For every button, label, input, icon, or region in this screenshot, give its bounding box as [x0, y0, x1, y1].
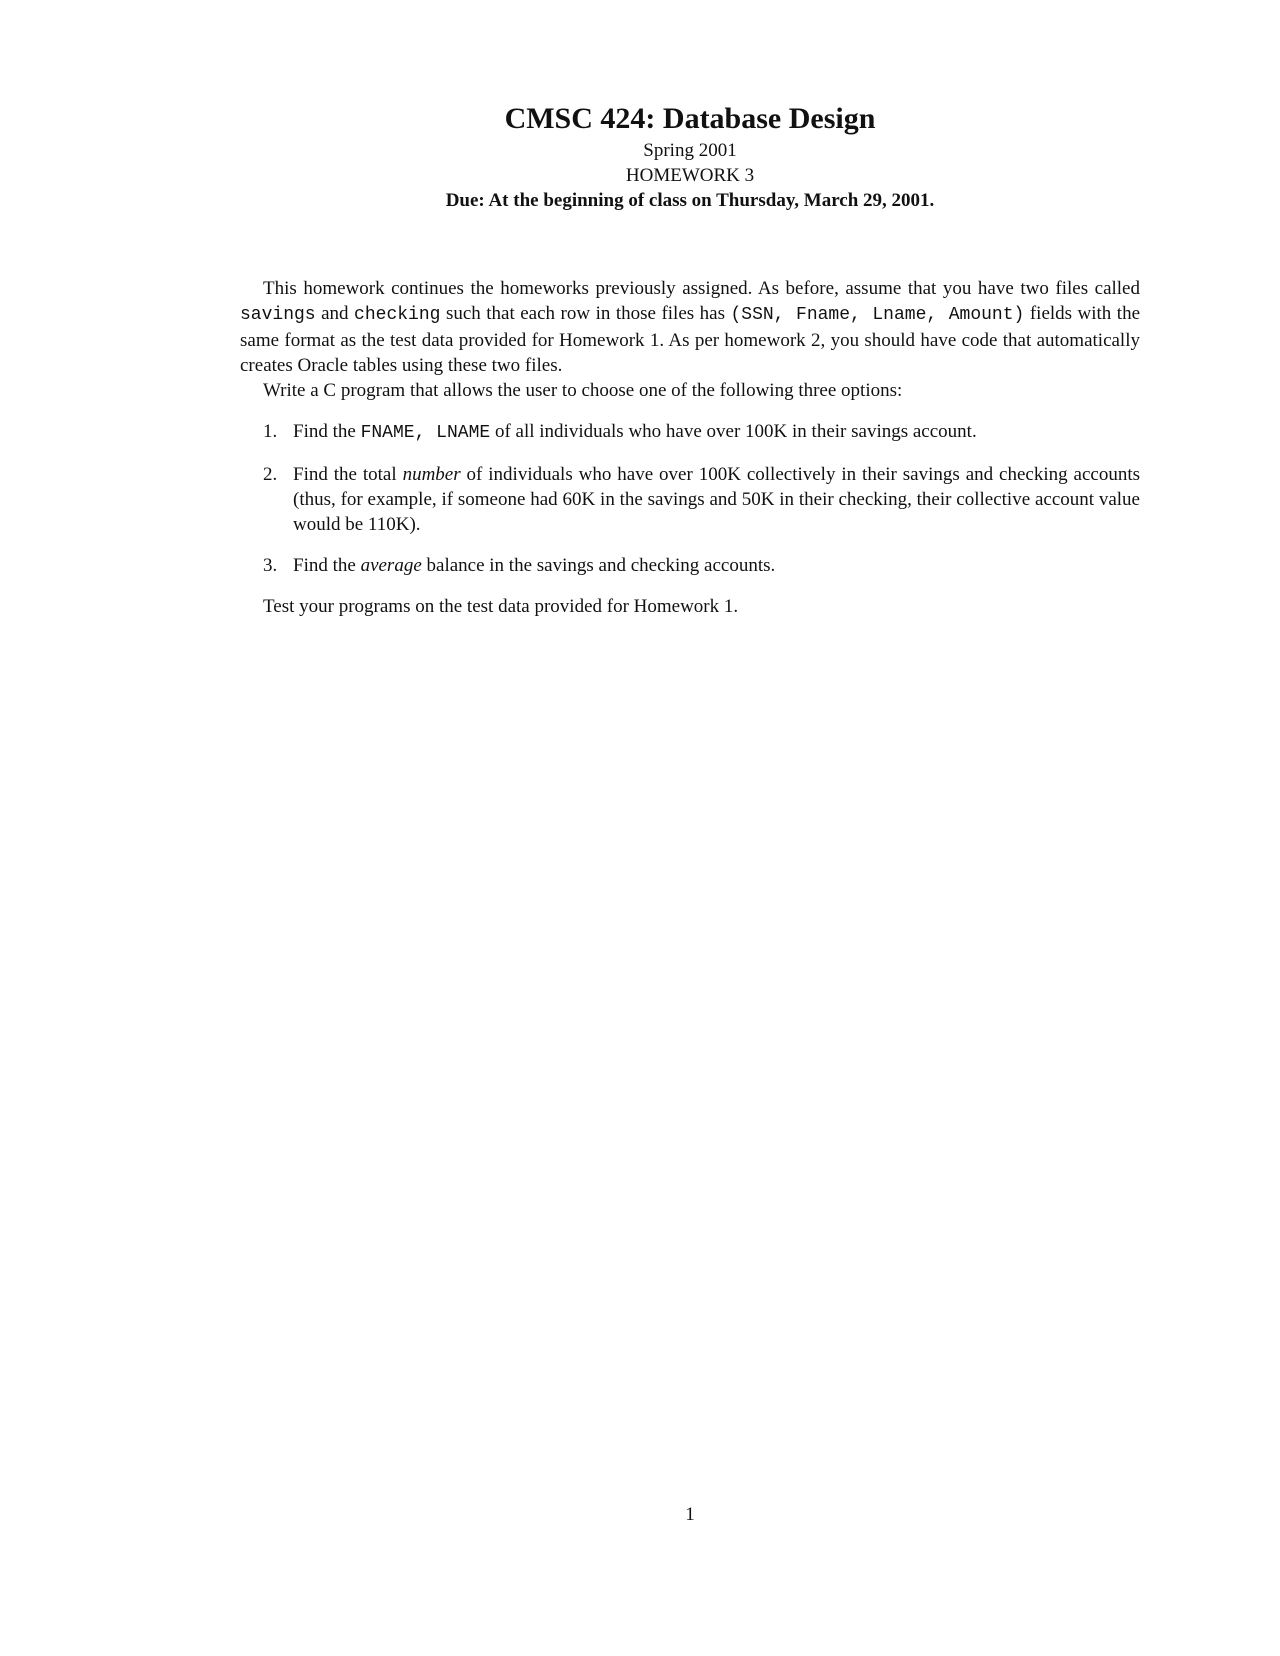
term: Spring 2001 [643, 140, 737, 161]
option-text: Find the total [293, 464, 403, 485]
list-item [240, 553, 1140, 578]
code-fname-lname: FNAME, LNAME [360, 423, 491, 443]
code-savings: savings [240, 305, 316, 325]
due-date: Due: At the beginning of class on Thursday, March 29, 2001. [445, 190, 935, 211]
code-fields: (SSN, Fname, Lname, Amount) [730, 305, 1025, 325]
assignment-body [240, 276, 1140, 619]
intro-text-4: fields with the same format as the test data provided for Homework 1. As per homework 2, you should have code that automatically creates Oracle tables using these two files. [240, 303, 1141, 376]
intro-paragraph [240, 276, 1140, 378]
list-item [240, 419, 1140, 446]
page-number: 1 [685, 1504, 695, 1525]
option-text: Find the [293, 555, 361, 576]
option-text: of individuals who have over 100K collectively in their savings and checking accounts (thus, for example, if someone had 60K in the savings and 50K in their checking, their collective account value would be 110K). [293, 464, 1141, 535]
list-item-number: 1. [263, 421, 278, 442]
code-checking: checking [354, 305, 441, 325]
option-text: balance in the savings and checking accounts. [421, 555, 776, 576]
option-text: of all individuals who have over 100K in their savings account. [490, 421, 977, 442]
emphasis-number: number [402, 464, 461, 485]
list-item-number: 3. [263, 555, 278, 576]
intro-text-3: such that each row in those files has [440, 303, 731, 324]
closing-paragraph: Test your programs on the test data provided for Homework 1. [263, 596, 739, 617]
instruction-paragraph: Write a C program that allows the user to choose one of the following three options: [263, 380, 903, 401]
course-title: CMSC 424: Database Design [504, 102, 876, 135]
option-text: Find the [293, 421, 361, 442]
intro-text-1: This homework continues the homeworks previously assigned. As before, assume that you have two files called [263, 278, 1140, 299]
list-item-number: 2. [263, 464, 278, 485]
document-header [0, 100, 1280, 213]
options-list [240, 419, 1140, 578]
assignment-title: HOMEWORK 3 [625, 165, 755, 186]
emphasis-average: average [360, 555, 422, 576]
intro-text-2: and [315, 303, 355, 324]
list-item [240, 462, 1140, 537]
